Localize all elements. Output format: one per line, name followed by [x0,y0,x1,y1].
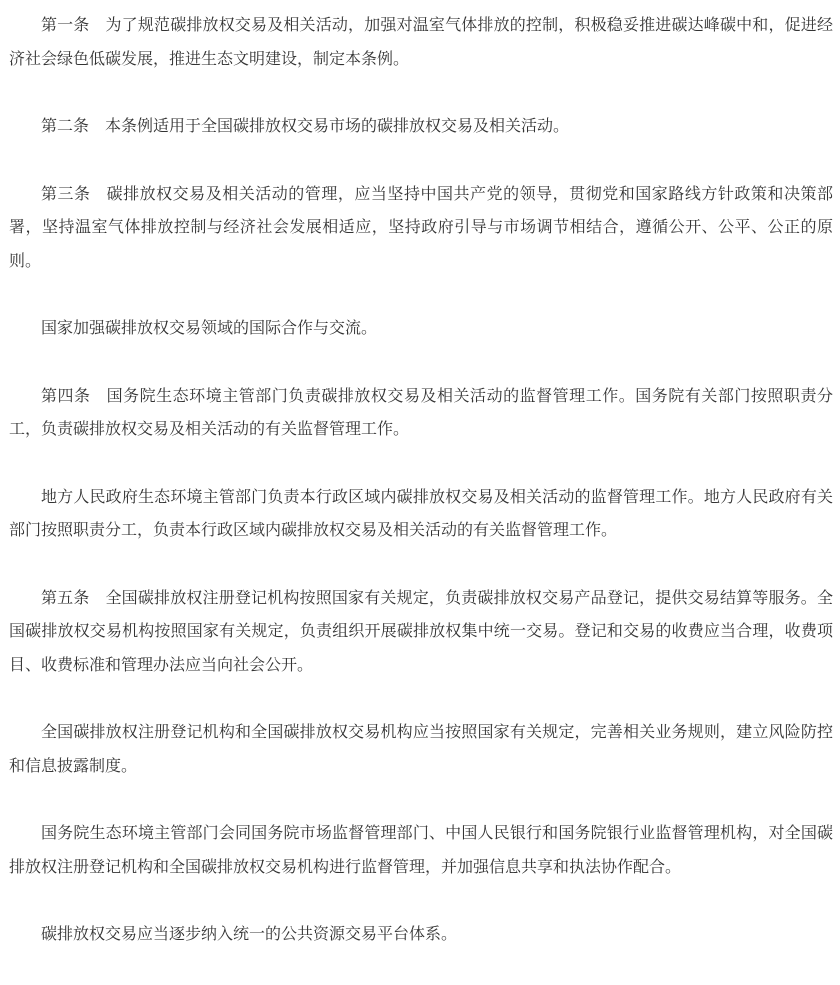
paragraph-text: 国务院生态环境主管部门负责碳排放权交易及相关活动的监督管理工作。国务院有关部门按照职责分工，负责碳排放权交易及相关活动的有关监督管理工作。 [9,385,833,438]
paragraph-article-3-clause-2 [9,311,833,345]
paragraph-article-5-clause-3 [9,816,833,883]
article-number: 第四条 [41,385,91,405]
paragraph-text: 为了规范碳排放权交易及相关活动，加强对温室气体排放的控制，积极稳妥推进碳达峰碳中和，促进经济社会绿色低碳发展，推进生态文明建设，制定本条例。 [9,15,833,68]
article-number: 第二条 [41,116,90,135]
paragraph-text: 本条例适用于全国碳排放权交易市场的碳排放权交易及相关活动。 [105,116,570,135]
paragraph-article-3 [9,177,833,278]
paragraph-text: 地方人民政府生态环境主管部门负责本行政区域内碳排放权交易及相关活动的监督管理工作。地方人民政府有关部门按照职责分工，负责本行政区域内碳排放权交易及相关活动的有关监督管理工作。 [9,486,833,539]
paragraph-article-4-clause-2 [9,480,833,547]
paragraph-article-2 [9,109,833,143]
article-number: 第五条 [41,587,90,607]
paragraph-article-5-clause-4 [9,917,833,951]
paragraph-text: 全国碳排放权注册登记机构按照国家有关规定，负责碳排放权交易产品登记，提供交易结算等服务。全国碳排放权交易机构按照国家有关规定，负责组织开展碳排放权集中统一交易。登记和交易的收费应当合理，收费项目、收费标准和管理办法应当向社会公开。 [9,587,833,674]
paragraph-article-1 [9,8,833,75]
paragraph-text: 国务院生态环境主管部门会同国务院市场监督管理部门、中国人民银行和国务院银行业监督管理机构，对全国碳排放权注册登记机构和全国碳排放权交易机构进行监督管理，并加强信息共享和执法协作配合。 [9,823,833,876]
paragraph-text: 碳排放权交易及相关活动的管理，应当坚持中国共产党的领导，贯彻党和国家路线方针政策和决策部署，坚持温室气体排放控制与经济社会发展相适应，坚持政府引导与市场调节相结合，遵循公开、公平、公正的原则。 [9,183,833,270]
paragraph-article-5 [9,581,833,682]
paragraph-text: 碳排放权交易应当逐步纳入统一的公共资源交易平台体系。 [41,924,458,943]
paragraph-article-4 [9,379,833,446]
paragraph-article-5-clause-2 [9,715,833,782]
article-number: 第一条 [41,15,90,34]
paragraph-text: 国家加强碳排放权交易领域的国际合作与交流。 [41,318,378,337]
paragraph-text: 全国碳排放权注册登记机构和全国碳排放权交易机构应当按照国家有关规定，完善相关业务规则，建立风险防控和信息披露制度。 [9,722,833,775]
regulation-text [9,8,833,985]
article-number: 第三条 [41,183,91,203]
